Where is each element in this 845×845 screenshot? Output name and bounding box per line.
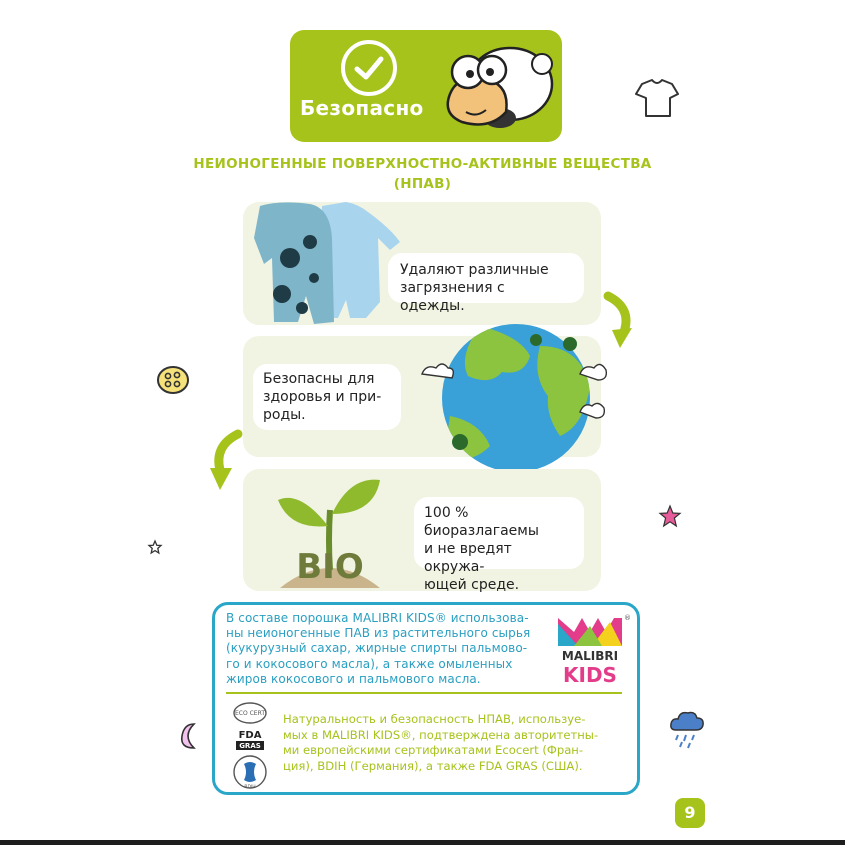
heading-line-2: (НПАВ) (393, 176, 452, 192)
bio-label: BIO (296, 547, 364, 587)
cert-line: ми европейскими сертификатами Ecocert (Фран- (283, 743, 584, 757)
malibri-kids-logo (552, 612, 631, 687)
info-line: ны неионогенные ПАВ из растительного сырья (226, 626, 531, 641)
sheep-mascot-icon (430, 34, 560, 138)
curved-arrow-left-icon (206, 430, 248, 494)
section-heading (140, 154, 705, 194)
bottom-border (0, 840, 845, 845)
benefit-line: Удаляют различные (400, 262, 549, 278)
cert-label-fda: FDA (238, 730, 262, 741)
bdih-icon (234, 756, 266, 790)
info-divider (226, 692, 622, 694)
benefit-text-safe (253, 364, 401, 430)
benefit-text-clean (388, 253, 584, 314)
certificates-text (283, 712, 628, 774)
info-line: (кукурузный сахар, жирные спирты пальмово- (226, 641, 528, 656)
certificates-icons (230, 702, 270, 792)
info-line: жиров кокосового и пальмового масла. (226, 671, 481, 686)
benefit-line: загрязнения с одежды. (400, 280, 505, 314)
checkmark-icon (341, 40, 397, 96)
moon-doodle-icon (180, 722, 202, 750)
rain-cloud-icon (668, 708, 706, 750)
benefit-line: и не вредят окружа- (424, 541, 512, 575)
cert-label-gras: GRAS (239, 742, 261, 750)
button-doodle-icon (156, 364, 190, 396)
pink-star-icon (659, 505, 681, 527)
benefit-line: здоровья и при- (263, 389, 382, 405)
ecocert-icon (234, 703, 266, 723)
tshirt-doodle-icon (634, 76, 680, 120)
logo-text-malibri: MALIBRI (561, 649, 619, 663)
cert-line: Натуральность и безопасность НПАВ, используе- (283, 712, 586, 726)
info-text (226, 611, 550, 687)
baby-onesie-icon (250, 198, 410, 328)
benefit-line: роды. (263, 407, 306, 423)
logo-text-kids: KIDS (563, 663, 617, 687)
small-star-icon (148, 540, 162, 554)
cert-label-ecocert: ECO CERT (235, 710, 265, 717)
page-number: 9 (675, 798, 705, 828)
cert-line: ция), BDIH (Германия), а также FDA GRAS (США). (283, 758, 583, 773)
info-line: го и кокосового масла), а также омыленных (226, 656, 513, 671)
banner-title: Безопасно (300, 96, 424, 120)
earth-globe-icon (420, 326, 608, 462)
benefit-line: 100 % биоразлагаемы (424, 505, 539, 539)
cert-label-bdih: BDIH (244, 785, 256, 790)
heading-line-1: НЕИОНОГЕННЫЕ ПОВЕРХНОСТНО-АКТИВНЫЕ ВЕЩЕСТВА (193, 156, 652, 172)
logo-registered: ® (624, 614, 631, 622)
cert-line: мых в MALIBRI KIDS®, подтверждена авторитетны- (283, 727, 599, 742)
benefit-line: ющей среде. (424, 577, 520, 593)
info-line: В составе порошка MALIBRI KIDS® использова- (226, 611, 529, 625)
fda-gras-icon (236, 730, 264, 750)
benefit-text-bio (414, 497, 584, 593)
bio-sprout-icon (270, 470, 390, 590)
benefit-line: Безопасны для (263, 371, 375, 387)
